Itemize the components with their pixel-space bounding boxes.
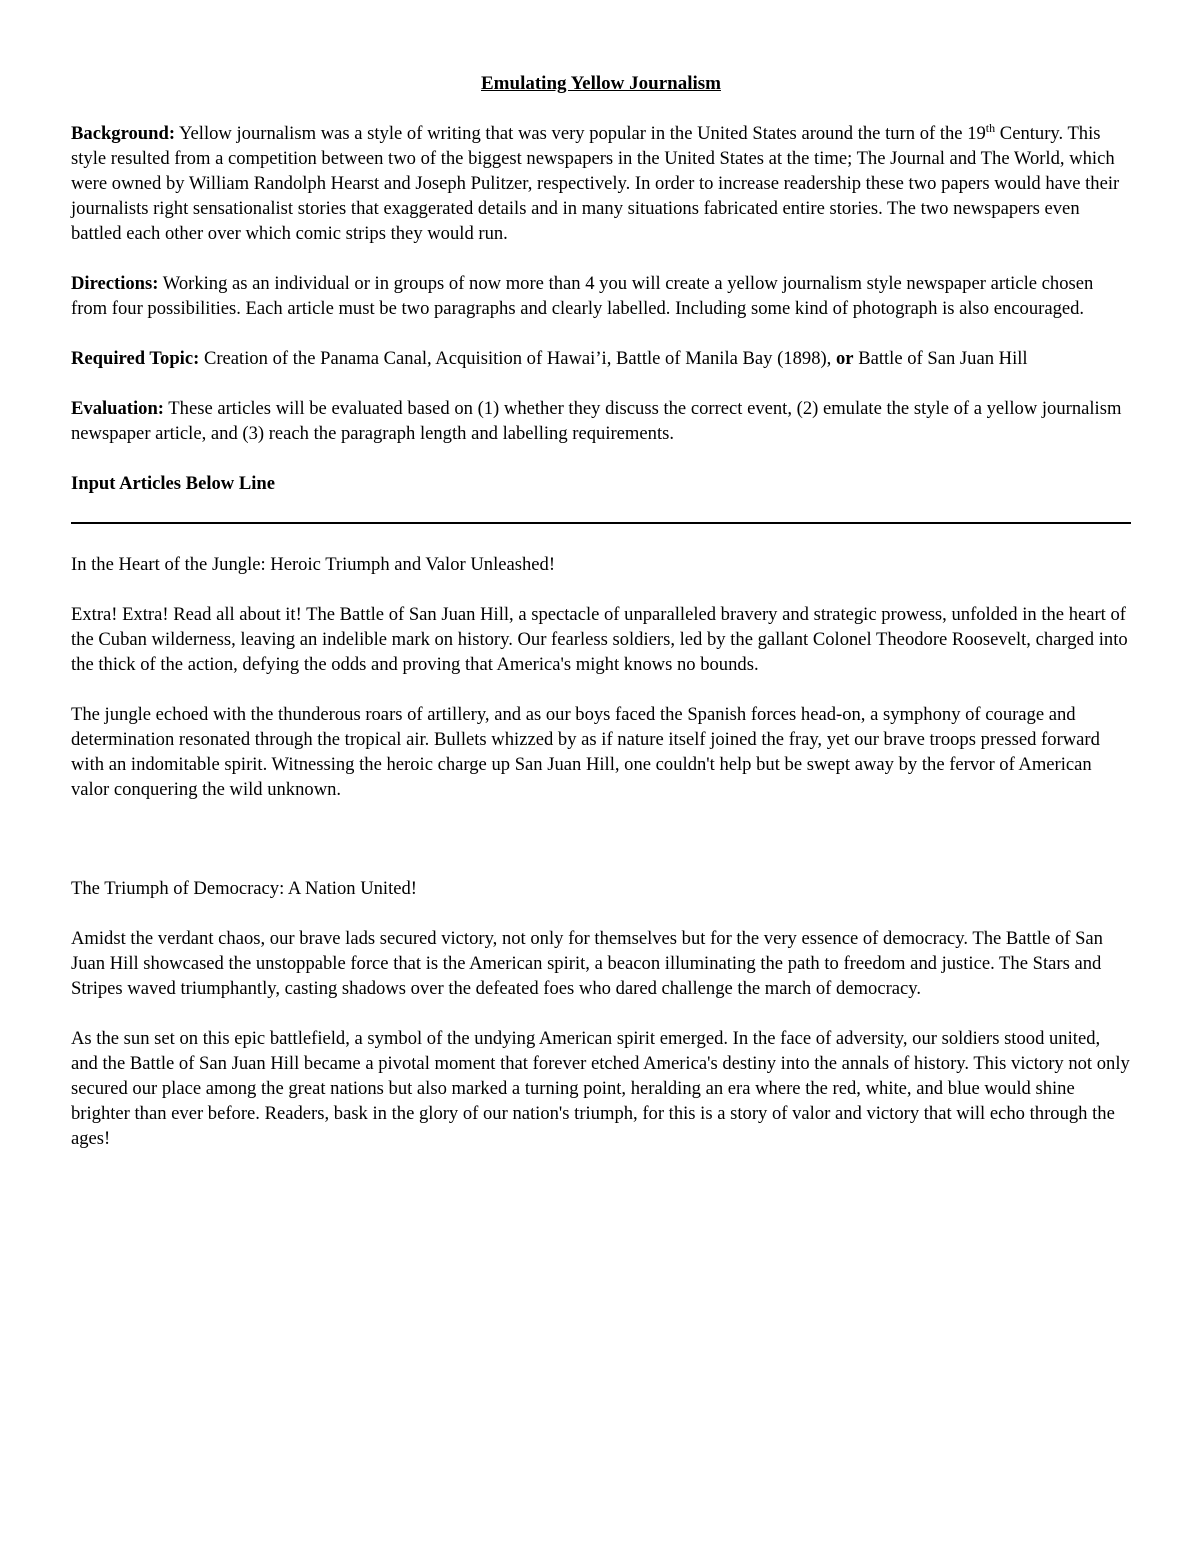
article-spacer (71, 827, 1131, 876)
required-topic-text-part1: Creation of the Panama Canal, Acquisition of Hawai’i, Battle of Manila Bay (1898), (199, 348, 836, 369)
directions-label: Directions: (71, 273, 159, 294)
article-1-paragraph-1: Extra! Extra! Read all about it! The Battle of San Juan Hill, a spectacle of unparalleled bravery and strategic prowess, unfolded in the heart of the Cuban wilderness, leaving an indelible mark on history. Our fearless soldiers, led by the gallant Colonel Theodore Roosevelt, charged into the thick of the action, defying the odds and proving that America's might knows no bounds. (71, 604, 1128, 675)
background-label: Background: (71, 123, 176, 144)
background-paragraph (71, 121, 1131, 246)
article-1-paragraph-2: The jungle echoed with the thunderous roars of artillery, and as our boys faced the Spanish forces head-on, a symphony of courage and determination resonated through the tropical air. Bullets whizzed by as if nature itself joined the fray, yet our brave troops pressed forward with an indomitable spirit. Witnessing the heroic charge up San Juan Hill, one couldn't help but be swept away by the fervor of American valor conquering the wild unknown. (71, 704, 1100, 800)
required-topic-text-part2: Battle of San Juan Hill (853, 348, 1028, 369)
article-2-paragraph-1: Amidst the verdant chaos, our brave lads secured victory, not only for themselves but for the very essence of democracy. The Battle of San Juan Hill showcased the unstoppable force that is the American spirit, a beacon illuminating the path to freedom and justice. The Stars and Stripes waved triumphantly, casting shadows over the defeated foes who dared challenge the march of democracy. (71, 928, 1103, 999)
article-1-headline: In the Heart of the Jungle: Heroic Triumph and Valor Unleashed! (71, 554, 556, 575)
background-text-part1: Yellow journalism was a style of writing that was very popular in the United States around the turn of the 19 (175, 123, 986, 144)
article-2-headline: The Triumph of Democracy: A Nation United! (71, 878, 417, 899)
horizontal-rule (71, 522, 1131, 524)
evaluation-paragraph (71, 396, 1131, 446)
directions-text: Working as an individual or in groups of now more than 4 you will create a yellow journalism style newspaper article chosen from four possibilities. Each article must be two paragraphs and clearly labelled. Including some kind of photograph is also encouraged. (71, 273, 1094, 319)
required-topic-or: or (835, 348, 854, 369)
background-superscript: th (985, 120, 996, 135)
article-2-paragraph-2: As the sun set on this epic battlefield, a symbol of the undying American spirit emerged. In the face of adversity, our soldiers stood united, and the Battle of San Juan Hill became a pivotal moment that forever etched America's destiny into the annals of history. This victory not only secured our place among the great nations but also marked a turning point, heralding an era where the red, white, and blue would shine brighter than ever before. Readers, bask in the glory of our nation's triumph, for this is a story of valor and victory that will echo through the ages! (71, 1028, 1130, 1149)
document-page (71, 72, 1131, 1176)
evaluation-label: Evaluation: (71, 398, 164, 419)
directions-paragraph (71, 271, 1131, 321)
required-topic-label: Required Topic: (71, 348, 200, 369)
evaluation-text: These articles will be evaluated based on (1) whether they discuss the correct event, (2) emulate the style of a yellow journalism newspaper article, and (3) reach the paragraph length and labelling requirements. (71, 398, 1122, 444)
input-articles-heading: Input Articles Below Line (71, 473, 276, 494)
document-title: Emulating Yellow Journalism (481, 73, 721, 94)
background-text-part2: Century. This style resulted from a competition between two of the biggest newspapers in the United States at the time; The Journal and The World, which were owned by William Randolph Hearst and Joseph Pulitzer, respectively. In order to increase readership these two papers would have their journalists right sensationalist stories that exaggerated details and in many situations fabricated entire stories. The two newspapers even battled each other over which comic strips they would run. (71, 123, 1120, 244)
required-topic-paragraph (71, 346, 1131, 371)
